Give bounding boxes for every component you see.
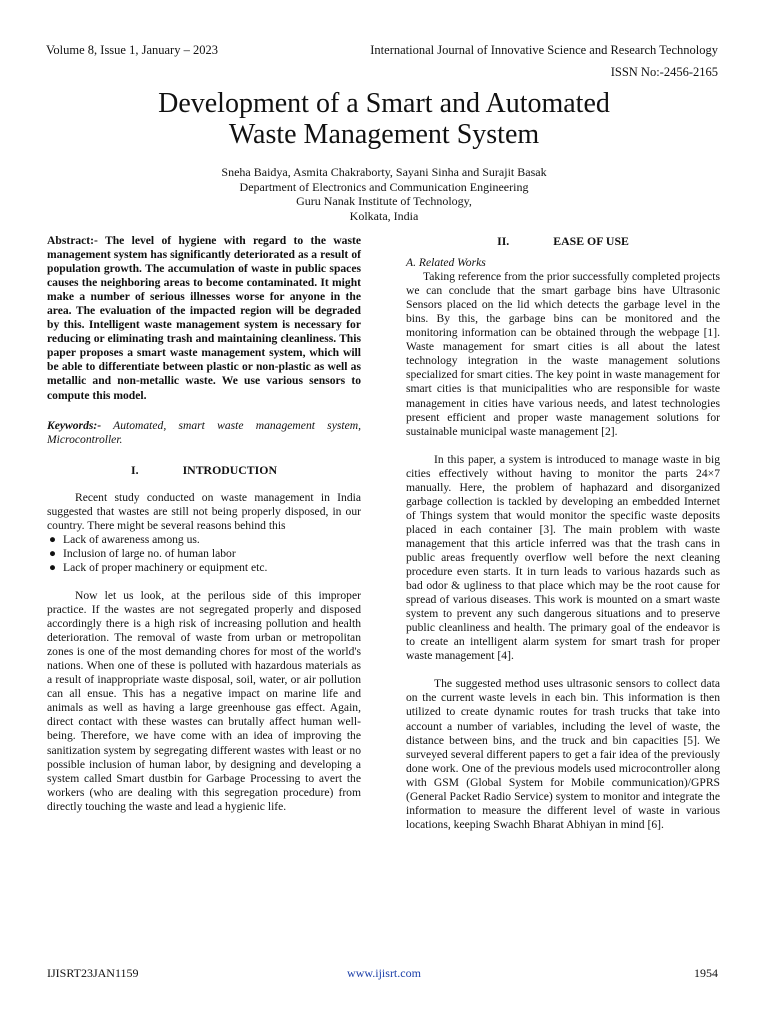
- list-item: ● Inclusion of large no. of human labor: [49, 546, 236, 560]
- journal-name: International Journal of Innovative Science and Research Technology: [370, 43, 718, 57]
- title-line-2: Waste Management System: [228, 119, 540, 150]
- subsection-heading: A. Related Works: [406, 256, 486, 270]
- author-block: [60, 165, 708, 223]
- reasons-list: [47, 533, 361, 575]
- page-number: 1954: [694, 966, 718, 980]
- bullet-icon: ●: [49, 532, 57, 546]
- list-item: ● Lack of awareness among us.: [49, 532, 200, 546]
- abstract-text: The level of hygiene with regard to the waste management system has significantly deteriorated as a result of population growth. The accumulation of waste in public spaces causes the neighboring areas to become contaminated. It might make a number of serious illnesses worse for anyone in the area. The evaluation of the impacted region will be degraded by this. Intelligent waste management system is necessary for reducing or eliminating trash and maintaining cleanliness. This paper proposes a smart waste management system, which will be able to differentiate between plastic or non-plastic as well as metallic and non-metallic waste. We use various sensors to compute this model.: [47, 234, 361, 402]
- paper-id: IJISRT23JAN1159: [47, 966, 139, 980]
- ease-paragraph-3: The suggested method uses ultrasonic sensors to collect data on the current waste levels in each bin. This information is then utilized to create dynamic routes for trash trucks that take into account a number of variables, including the level of waste, the distance between bins, and the truck and bin capacities [5]. We surveyed several different papers to get a fair idea of the previously done work. One of the previous models used microcontroller along with GSM (Global System for Mobile communication)/GPRS (General Packet Radio Service) system to monitor and integrate the information to measure the different level of waste in various locations, keeping Swachh Bharat Abhiyan in mind [6].: [406, 677, 720, 831]
- paper-title: [60, 88, 708, 150]
- section-title: INTRODUCTION: [182, 462, 277, 477]
- section-number: I.: [131, 462, 139, 477]
- keywords: [47, 419, 361, 447]
- section-heading-ease-of-use: [406, 234, 720, 248]
- volume-issue: Volume 8, Issue 1, January – 2023: [46, 43, 218, 57]
- keywords-text: Automated, smart waste management system, Microcontroller.: [47, 418, 361, 446]
- author-names: Sneha Baidya, Asmita Chakraborty, Sayani Sinha and Surajit Basak: [221, 165, 547, 179]
- author-location: Kolkata, India: [349, 208, 419, 223]
- abstract: [47, 234, 361, 403]
- section-title: EASE OF USE: [553, 234, 629, 248]
- abstract-label: Abstract:-: [47, 234, 98, 247]
- issn: ISSN No:-2456-2165: [610, 65, 718, 79]
- section-heading-introduction: [47, 463, 361, 477]
- list-item: ● Lack of proper machinery or equipment etc.: [49, 560, 268, 574]
- keywords-label: Keywords:-: [47, 418, 102, 432]
- ease-paragraph-2: In this paper, a system is introduced to manage waste in big cities effectively without having to monitor the parts 24×7 manually. Here, the problem of haphazard and disorganized garbage collection is tackled by developing an embedded Internet of Things system that would monitor the specific waste deposits placed in each container [3]. The main problem with waste management that this article inferred was that the trash cans in public areas frequently overflow well before the next cleaning procedure even starts. It in turn leads to various hazards such as bad odor & ugliness to that place which may be the root cause for spread of various diseases. This work is mounted on a smart waste system to prevent any such dangerous situations and to preserve public cleanliness and health. The primary goal of the endeavor is to create an intelligent alarm system for smart trash for proper waste management [4].: [406, 452, 720, 663]
- ease-paragraph-1: Taking reference from the prior successfully completed projects we can conclude that the smart garbage bins have Ultrasonic Sensors placed on the lid which detects the garbage level in the bins. By this, the garbage bins can be monitored and the monitoring information can be obtained through the webpage [1]. Waste management for smart cities is all about the latest technology integration in the waste management solutions specialized for smart cities. The key point in waste management for smart cities is that municipalities who are responsible for waste management in cities have various needs, and latest technologies present efficient and proper waste management solutions for sustainable municipal waste management [2].: [406, 270, 720, 438]
- author-department: Department of Electronics and Communication Engineering: [239, 179, 529, 194]
- journal-url-link[interactable]: www.ijisrt.com: [347, 966, 421, 980]
- title-line-1: Development of a Smart and Automated: [158, 88, 610, 119]
- left-column: [47, 234, 361, 814]
- intro-paragraph-2: Now let us look, at the perilous side of this improper practice. If the wastes are not segregated properly and disposed accordingly there is a high risk of increasing pollution and health deterioration. The removal of waste from urban or metropolitan zones is one of the most demanding chores for most of the world's nations. When one of these is polluted with hazardous materials as a result of inappropriate waste disposal, soil, water, or air pollution can all ensue. This has a negative impact on marine life and animals as well as having a large greenhouse gas effect. Again, direct contact with these wastes can brutally affect human well-being. Therefore, we have come with an idea of improving the sanitization system by segregating different wastes with least or no possible inclusion of human labor, by designing and developing a system called Smart dustbin for Garbage Processing to avert the workers (who are dealing with this segregation procedure) from directly touching the waste and lead a hygienic life.: [47, 588, 361, 813]
- author-institute: Guru Nanak Institute of Technology,: [296, 194, 472, 209]
- intro-paragraph-1: Recent study conducted on waste management in India suggested that wastes are still not being properly disposed, in our country. There might be several reasons behind this: [47, 490, 361, 532]
- right-column: [406, 234, 720, 832]
- bullet-icon: ●: [49, 560, 57, 574]
- section-number: II.: [497, 234, 510, 248]
- bullet-icon: ●: [49, 546, 57, 560]
